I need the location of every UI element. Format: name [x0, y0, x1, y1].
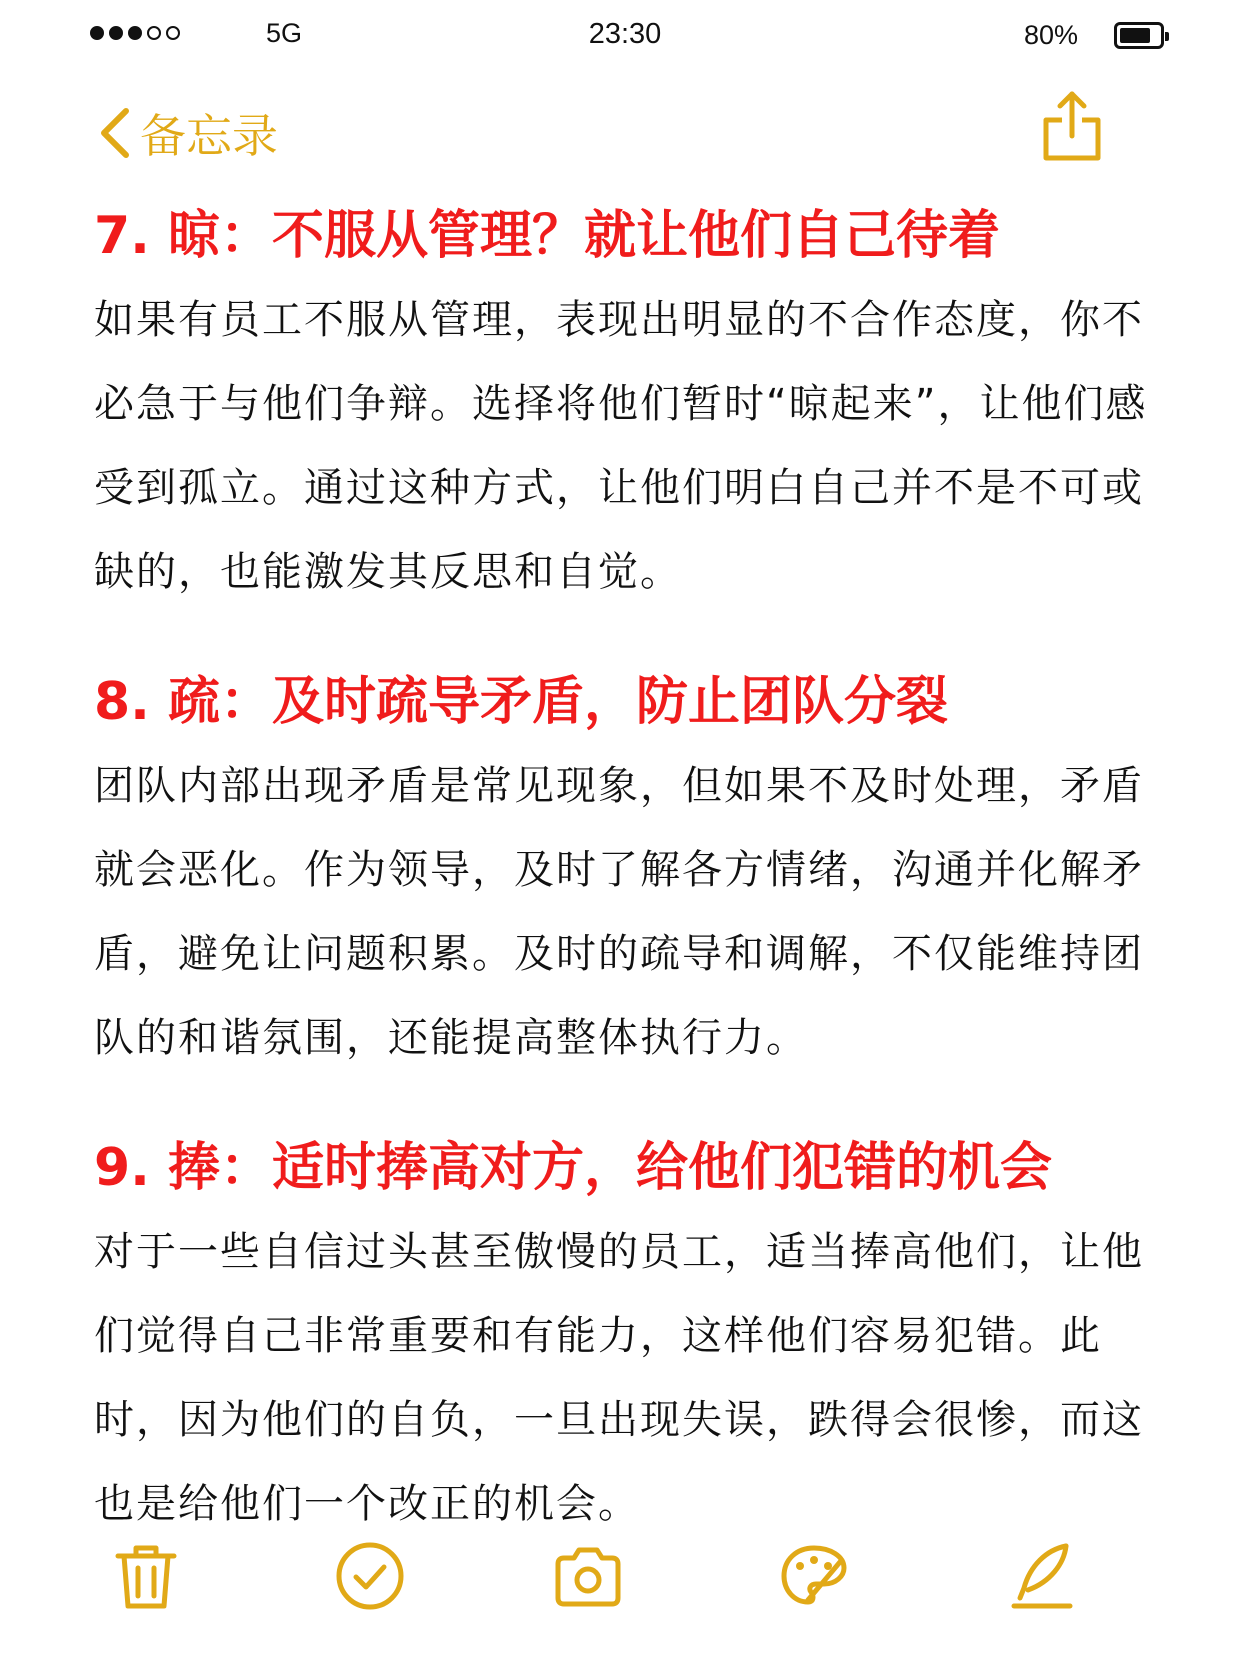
chevron-left-icon	[98, 107, 132, 159]
status-bar	[0, 0, 1242, 76]
compose-button[interactable]	[1002, 1536, 1082, 1616]
status-time: 23:30	[588, 18, 662, 50]
section-body: 对于一些自信过头甚至傲慢的员工，适当捧高他们，让他们觉得自己非常重要和有能力，这样他们容易犯错。此时，因为他们的自负，一旦出现失误，跌得会很惨，而这也是给他们一个改正的机会。	[94, 1229, 1144, 1527]
signal-dot	[109, 26, 123, 40]
markup-button[interactable]	[774, 1536, 854, 1616]
section-heading: 9. 捧：适时捧高对方，给他们犯错的机会	[94, 1138, 1053, 1198]
camera-icon	[552, 1540, 624, 1612]
camera-button[interactable]	[548, 1536, 628, 1616]
section-heading: 7. 晾：不服从管理？就让他们自己待着	[94, 206, 1001, 266]
section-heading: 8. 疏：及时疏导矛盾，防止团队分裂	[94, 672, 949, 732]
signal-strength-icon	[90, 26, 180, 40]
signal-dot	[147, 26, 161, 40]
note-section	[94, 1128, 1174, 1546]
battery-level	[1120, 28, 1150, 43]
delete-button[interactable]	[106, 1536, 186, 1616]
network-type: 5G	[266, 18, 303, 48]
note-section	[94, 662, 1174, 1080]
checklist-button[interactable]	[330, 1536, 410, 1616]
battery-cap	[1165, 32, 1169, 41]
back-button[interactable]	[98, 100, 278, 166]
signal-dot	[128, 26, 142, 40]
section-body: 团队内部出现矛盾是常见现象，但如果不及时处理，矛盾就会恶化。作为领导，及时了解各方情绪，沟通并化解矛盾，避免让问题积累。及时的疏导和调解，不仅能维持团队的和谐氛围，还能提高整体执行力。	[94, 763, 1144, 1061]
checklist-icon	[334, 1540, 406, 1612]
palette-icon	[778, 1540, 850, 1612]
note-section	[94, 196, 1174, 614]
battery-percent: 80%	[1023, 20, 1078, 50]
back-label: 备忘录	[140, 109, 278, 163]
signal-dot	[90, 26, 104, 40]
compose-icon	[1006, 1540, 1078, 1612]
battery-icon	[1114, 22, 1164, 49]
bottom-toolbar	[0, 1506, 1242, 1656]
trash-icon	[110, 1540, 182, 1612]
note-content[interactable]	[94, 196, 1174, 1594]
share-button[interactable]	[1040, 90, 1104, 162]
section-body: 如果有员工不服从管理，表现出明显的不合作态度，你不必急于与他们争辩。选择将他们暂时“晾起来”，让他们感受到孤立。通过这种方式，让他们明白自己并不是不可或缺的，也能激发其反思和自觉。	[94, 297, 1148, 595]
signal-dot	[166, 26, 180, 40]
share-icon	[1040, 90, 1104, 162]
